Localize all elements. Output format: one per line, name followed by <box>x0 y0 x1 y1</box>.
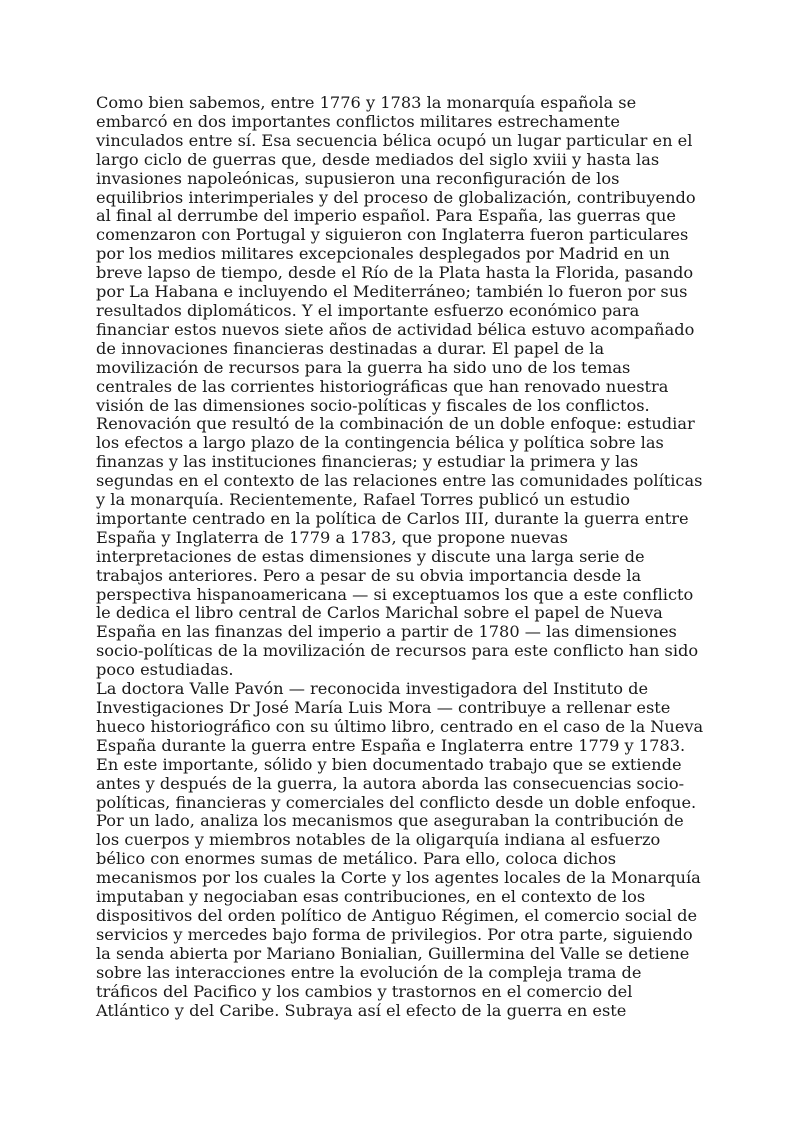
text-line: y la monarquía. Recientemente, Rafael Torres publicó un estudio <box>96 490 631 510</box>
text-line: invasiones napoleónicas, supusieron una reconfiguración de los <box>96 168 620 188</box>
text-line: visión de las dimensiones socio-políticas y fiscales de los conflictos. <box>96 395 650 415</box>
text-line: importante centrado en la política de Carlos III, durante la guerra entre <box>96 508 689 528</box>
text-line: embarcó en dos importantes conflictos militares estrechamente <box>96 111 620 131</box>
text-line: Como bien sabemos, entre 1776 y 1783 la monarquía española se <box>96 93 637 112</box>
text-line: de innovaciones financieras destinadas a durar. El papel de la <box>96 338 605 358</box>
text-line: sobre las interacciones entre la evolución de la compleja trama de <box>96 962 642 982</box>
text-line: resultados diplomáticos. Y el importante esfuerzo económico para <box>96 300 640 320</box>
text-line: antes y después de la guerra, la autora aborda las consecuencias socio- <box>96 773 685 793</box>
text-line: políticas, financieras y comerciales del conflicto desde un doble enfoque. <box>96 792 697 812</box>
text-line: comenzaron con Portugal y siguieron con Inglaterra fueron particulares <box>96 225 689 245</box>
text-line: La doctora Valle Pavón — reconocida investigadora del Instituto de <box>96 679 649 699</box>
text-line: los cuerpos y miembros notables de la oligarquía indiana al esfuerzo <box>96 830 661 850</box>
text-line: Por un lado, analiza los mecanismos que aseguraban la contribución de <box>96 811 684 831</box>
text-line: centrales de las corrientes historiográficas que han renovado nuestra <box>96 376 669 396</box>
text-line: España en las finanzas del imperio a partir de 1780 — las dimensiones <box>96 622 677 642</box>
text-line: los efectos a largo plazo de la contingencia bélica y política sobre las <box>96 433 664 453</box>
text-line: le dedica el libro central de Carlos Marichal sobre el papel de Nueva <box>96 603 663 623</box>
text-line: perspectiva hispanoamericana — si exceptuamos los que a este conflicto <box>96 584 694 604</box>
paragraph-2 <box>96 680 736 1020</box>
text-line: vinculados entre sí. Esa secuencia bélica ocupó un lugar particular en el <box>96 130 693 150</box>
text-line: finanzas y las instituciones financieras; y estudiar la primera y las <box>96 452 639 472</box>
text-line: mecanismos por los cuales la Corte y los agentes locales de la Monarquía <box>96 868 701 888</box>
text-line: por La Habana e incluyendo el Mediterráneo; también lo fueron por sus <box>96 282 688 302</box>
document-page <box>96 94 736 1020</box>
text-line: movilización de recursos para la guerra ha sido uno de los temas <box>96 357 631 377</box>
text-line: bélico con enormes sumas de metálico. Para ello, coloca dichos <box>96 849 617 869</box>
text-line: Investigaciones Dr José María Luis Mora — contribuye a rellenar este <box>96 698 671 717</box>
text-line: En este importante, sólido y bien documentado trabajo que se extiende <box>96 754 682 774</box>
text-line: imputaban y negociaban esas contribuciones, en el contexto de los <box>96 887 646 907</box>
paragraph-1 <box>96 94 736 680</box>
text-line: financiar estos nuevos siete años de actividad bélica estuvo acompañado <box>96 319 695 339</box>
text-line: trabajos anteriores. Pero a pesar de su obvia importancia desde la <box>96 565 642 585</box>
text-line: interpretaciones de estas dimensiones y discute una larga serie de <box>96 546 645 566</box>
text-line: la senda abierta por Mariano Bonialian, Guillermina del Valle se detiene <box>96 943 690 963</box>
text-line: servicios y mercedes bajo forma de privilegios. Por otra parte, siguiendo <box>96 924 693 944</box>
text-line: hueco historiográfico con su último libro, centrado en el caso de la Nueva <box>96 716 704 736</box>
text-line: largo ciclo de guerras que, desde mediados del siglo xviii y hasta las <box>96 149 660 169</box>
text-line: España durante la guerra entre España e Inglaterra entre 1779 y 1783. <box>96 735 686 755</box>
text-line: por los medios militares excepcionales desplegados por Madrid en un <box>96 244 670 264</box>
text-line: Atlántico y del Caribe. Subraya así el efecto de la guerra en este <box>96 1000 627 1020</box>
text-line: equilibrios interimperiales y del proceso de globalización, contribuyendo <box>96 187 696 207</box>
text-line: España y Inglaterra de 1779 a 1783, que propone nuevas <box>96 527 568 547</box>
text-line: dispositivos del orden político de Antiguo Régimen, el comercio social de <box>96 905 698 925</box>
text-line: poco estudiadas. <box>96 660 234 680</box>
text-line: Renovación que resultó de la combinación de un doble enfoque: estudiar <box>96 414 695 434</box>
text-line: tráficos del Pacifico y los cambios y trastornos en el comercio del <box>96 981 633 1001</box>
text-line: segundas en el contexto de las relaciones entre las comunidades políticas <box>96 471 703 491</box>
text-line: socio-políticas de la movilización de recursos para este conflicto han sido <box>96 641 699 661</box>
text-line: al final al derrumbe del imperio español. Para España, las guerras que <box>96 206 676 226</box>
text-line: breve lapso de tiempo, desde el Río de la Plata hasta la Florida, pasando <box>96 263 694 283</box>
